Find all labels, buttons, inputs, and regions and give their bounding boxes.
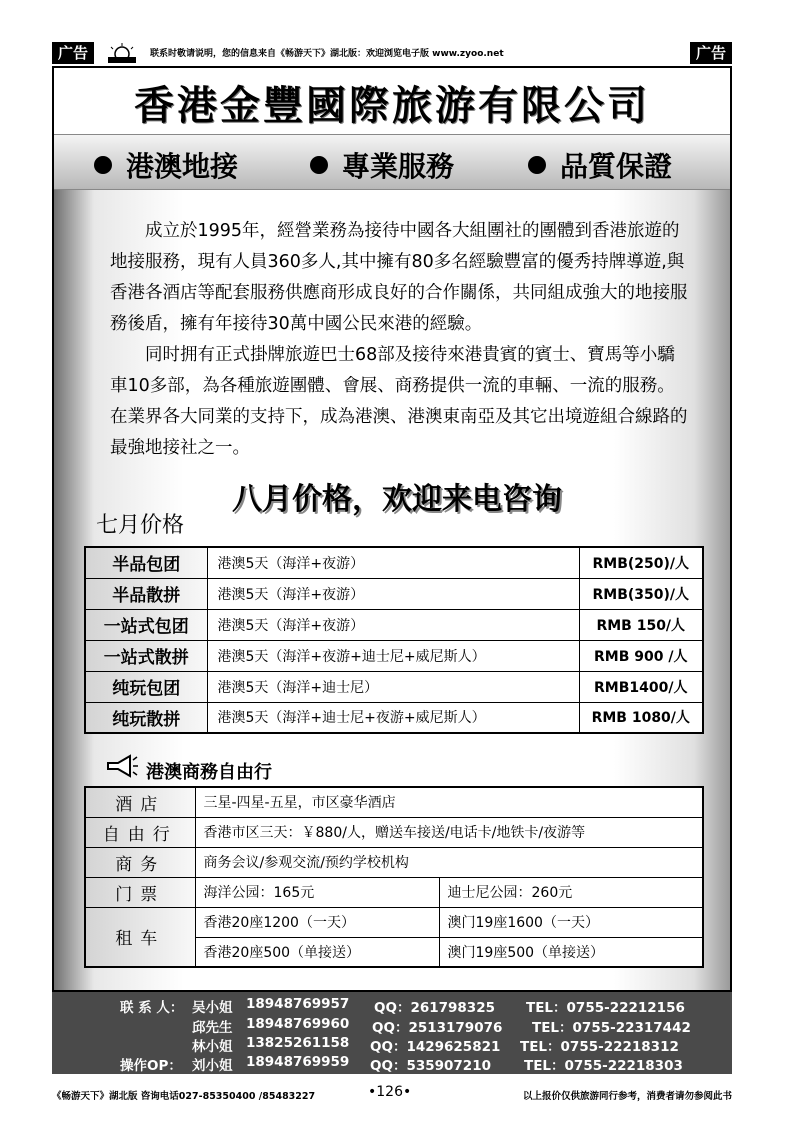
table-row: 香港20座500（单接送） 澳门19座500（单接送） bbox=[85, 937, 703, 967]
contact-row: 操作OP： 刘小姐 18948769959 QQ：535907210 TEL：0755-22218303 bbox=[120, 1054, 683, 1074]
magazine-logo-icon bbox=[102, 42, 142, 64]
price-table bbox=[84, 546, 704, 734]
table-row: 半品包团 港澳5天（海洋+夜游） RMB(250)/人 bbox=[85, 547, 703, 578]
intro-paragraph-2: 同时拥有正式掛牌旅遊巴士68部及接待來港貴賓的賓士、寶馬等小驕車10多部，為各種旅遊團體、會展、商務提供一流的車輛、一流的服務。在業界各大同業的支持下，成為港澳、港澳東南亞及其它出境遊組合線路的最強地接社之一。 bbox=[110, 345, 688, 458]
table-row: 一站式散拼 港澳5天（海洋+夜游+迪士尼+威尼斯人） RMB 900 /人 bbox=[85, 640, 703, 671]
ad-frame bbox=[52, 66, 732, 992]
page-footer bbox=[52, 1084, 732, 1104]
table-row: 一站式包团 港澳5天（海洋+夜游） RMB 150/人 bbox=[85, 609, 703, 640]
slogan-item: 專業服務 bbox=[310, 145, 454, 185]
contact-row: 联 系 人： 吴小姐 18948769957 QQ：261798325 TEL：0755-22212156 bbox=[120, 996, 685, 1016]
table-row: 酒店 三星-四星-五星，市区豪华酒店 bbox=[85, 787, 703, 817]
business-title: 港澳商務自由行 bbox=[146, 762, 272, 783]
contact-panel bbox=[52, 992, 732, 1074]
table-row: 纯玩包团 港澳5天（海洋+迪士尼） RMB1400/人 bbox=[85, 671, 703, 702]
slogan-item: 品質保證 bbox=[528, 145, 672, 185]
top-bar bbox=[52, 42, 732, 66]
megaphone-icon bbox=[104, 754, 138, 778]
bullet-icon bbox=[310, 156, 328, 174]
table-row: 门票 海洋公园：165元 迪士尼公园：260元 bbox=[85, 877, 703, 907]
company-name: 香港金豐國際旅游有限公司 bbox=[134, 83, 650, 129]
intro-paragraph-1: 成立於1995年，經營業務為接待中國各大組團社的團體到香港旅遊的地接服務，現有人員360多人,其中擁有80多名經驗豐富的優秀持牌導遊,與香港各酒店等配套服務供應商形成良好的合作關係，共同組成強大的地接服務後盾，擁有年接待30萬中國公民來港的經驗。 bbox=[110, 221, 688, 334]
table-row: 商务 商务会议/参观交流/预约学校机构 bbox=[85, 847, 703, 877]
contact-row: 林小姐 13825261158 QQ：1429625821 TEL：0755-22218312 bbox=[192, 1035, 679, 1055]
footer-left: 《畅游天下》湖北版 咨询电话027-85350400 /85483227 bbox=[52, 1091, 316, 1102]
header-note: 联系时敬请说明，您的信息来自《畅游天下》湖北版：欢迎浏览电子版 www.zyoo.net bbox=[150, 49, 504, 59]
page-number: •126• bbox=[368, 1084, 412, 1100]
intro-text bbox=[110, 216, 690, 464]
bullet-icon bbox=[94, 156, 112, 174]
slogan-bar bbox=[54, 134, 730, 190]
table-row: 自由行 香港市区三天：￥880/人，赠送车接送/电话卡/地铁卡/夜游等 bbox=[85, 817, 703, 847]
table-row: 纯玩散拼 港澳5天（海洋+迪士尼+夜游+威尼斯人） RMB 1080/人 bbox=[85, 702, 703, 733]
contact-row: 邱先生 18948769960 QQ：2513179076 TEL：0755-22317442 bbox=[192, 1016, 691, 1036]
july-price-title: 七月价格 bbox=[96, 513, 185, 538]
footer-right: 以上报价仅供旅游同行参考，消费者请勿参阅此书 bbox=[522, 1091, 732, 1102]
august-price-title: 八月价格，欢迎来电咨询 bbox=[232, 482, 562, 517]
slogan-item: 港澳地接 bbox=[94, 145, 238, 185]
table-row: 半品散拼 港澳5天（海洋+夜游） RMB(350)/人 bbox=[85, 578, 703, 609]
table-row: 租车 香港20座1200（一天） 澳门19座1600（一天） bbox=[85, 907, 703, 937]
bullet-icon bbox=[528, 156, 546, 174]
ad-tag-left: 广告 bbox=[52, 42, 94, 64]
ad-tag-right: 广告 bbox=[690, 42, 732, 64]
business-table bbox=[84, 786, 704, 968]
